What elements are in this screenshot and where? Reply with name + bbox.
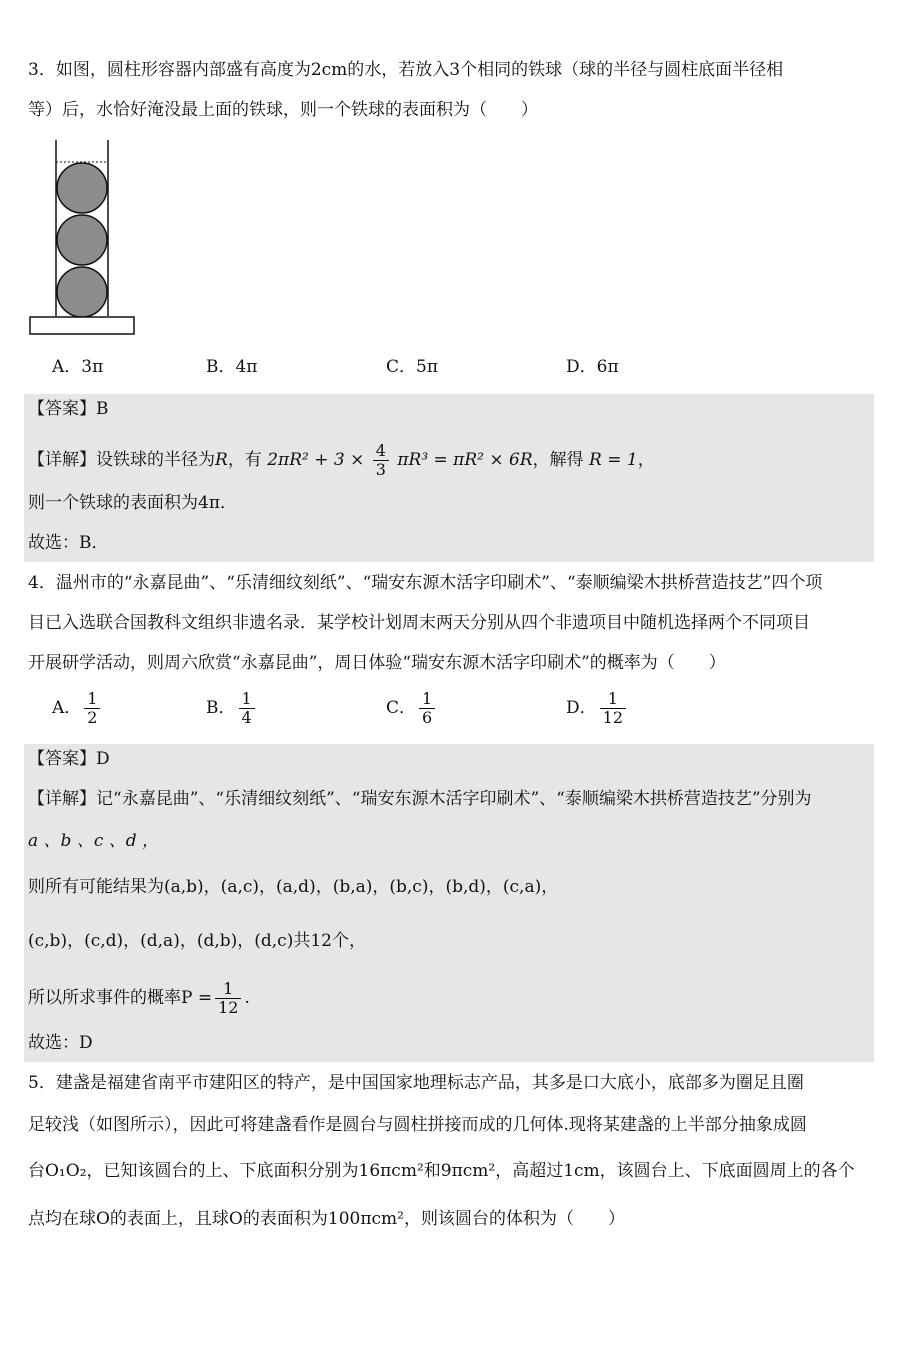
q4-prob-den: 12	[218, 998, 239, 1017]
q4-prob-num: 1	[215, 980, 241, 999]
q3-stem-line2: 等）后，水恰好淹没最上面的铁球，则一个铁球的表面积为（ ）	[28, 100, 538, 120]
q4-option-c	[386, 690, 438, 727]
q4-option-b-fraction	[239, 690, 255, 727]
cylinder-base	[30, 317, 134, 334]
q4-stem-line2: 目已入选联合国教科文组织非遗名录．某学校计划周末两天分别从四个非遗项目中随机选择两个不同项目	[28, 613, 810, 633]
q5-stem-line1: 5．建盏是福建省南平市建阳区的特产，是中国国家地理标志产品，其多是口大底小，底部多为圈足且圈	[28, 1073, 804, 1093]
q4-option-a-num: 1	[84, 690, 100, 709]
iron-ball-bottom	[57, 267, 107, 317]
q5-stem-line2: 足较浅（如图所示），因此可将建盏看作是圆台与圆柱拼接而成的几何体.现将某建盏的上半部分抽象成圆	[28, 1115, 807, 1135]
q3-equation-right: πR³ = πR² × 6R	[397, 450, 533, 470]
q4-option-c-num: 1	[419, 690, 435, 709]
q4-detail-line1: 【详解】记“永嘉昆曲”、“乐清细纹刻纸”、“瑞安东源木活字印刷术”、“泰顺编梁木拱桥营造技艺”分别为	[28, 789, 812, 809]
q4-option-d-label: D．	[566, 698, 597, 718]
q3-solve-value: R = 1	[589, 450, 638, 470]
q3-fraction-denominator: 3	[375, 460, 386, 479]
q4-option-a-label: A．	[52, 698, 82, 718]
q3-detail-end: ，	[637, 450, 655, 470]
q3-stem-line1: 3．如图，圆柱形容器内部盛有高度为2cm的水，若放入3个相同的铁球（球的半径与圆柱底面半径相	[28, 60, 784, 80]
iron-ball-top	[57, 163, 107, 213]
q3-detail-solve: ，解得	[532, 450, 584, 470]
q4-option-d-num: 1	[600, 690, 626, 709]
q4-option-d	[566, 690, 629, 727]
q5-stem-line4: 点均在球O的表面上，且球O的表面积为100πcm²，则该圆台的体积为（ ）	[28, 1209, 625, 1229]
iron-ball-middle	[57, 215, 107, 265]
q4-option-a-fraction	[84, 690, 100, 727]
q4-answer: 【答案】D	[28, 749, 110, 769]
q4-outcomes-line2: (c,b)，(c,d)，(d,a)，(d,b)，(d,c)共12个，	[28, 931, 366, 951]
q3-detail-radius: R	[215, 450, 228, 470]
q3-option-b: B．4π	[206, 357, 258, 377]
q4-choose: 故选：D	[28, 1033, 93, 1053]
q4-option-b-num: 1	[239, 690, 255, 709]
q3-area-result: 则一个铁球的表面积为4π．	[28, 493, 237, 513]
q3-detail-mid: ，有	[227, 450, 262, 470]
q3-choose: 故选：B．	[28, 533, 109, 553]
q4-prob-prefix: 所以所求事件的概率P =	[28, 988, 213, 1008]
q4-option-a-den: 2	[87, 708, 98, 727]
q4-option-b-label: B．	[206, 698, 236, 718]
q3-equation-left: 2πR² + 3 ×	[267, 450, 365, 470]
cylinder-balls-figure	[28, 140, 138, 340]
q3-option-d: D．6π	[566, 357, 619, 377]
q4-option-a	[52, 690, 103, 727]
q3-fraction-numerator: 4	[373, 442, 389, 461]
q4-stem-line1: 4．温州市的“永嘉昆曲”、“乐清细纹刻纸”、“瑞安东源木活字印刷术”、“泰顺编梁木拱桥营造技艺”四个项	[28, 573, 823, 593]
q4-prob-fraction	[215, 980, 241, 1017]
q4-option-c-den: 6	[422, 708, 433, 727]
q4-detail-line2: a 、b 、c 、d ，	[28, 831, 160, 851]
q3-equation-fraction	[373, 442, 389, 479]
q5-stem-line3: 台O₁O₂，已知该圆台的上、下底面积分别为16πcm²和9πcm²，高超过1cm，该圆台上、下底面圆周上的各个	[28, 1161, 855, 1181]
q3-answer: 【答案】B	[28, 399, 109, 419]
q4-option-d-fraction	[600, 690, 626, 727]
q4-prob-end: .	[244, 988, 250, 1008]
q4-option-c-fraction	[419, 690, 435, 727]
q4-probability-line	[28, 980, 250, 1017]
q4-outcomes-line1: 则所有可能结果为(a,b)，(a,c)，(a,d)，(b,a)，(b,c)，(b,d)，(c,a)，	[28, 877, 559, 897]
q3-detail-line	[28, 442, 655, 479]
q4-option-b-den: 4	[241, 708, 252, 727]
q4-option-d-den: 12	[602, 708, 623, 727]
q3-option-c: C．5π	[386, 357, 438, 377]
q4-option-b	[206, 690, 258, 727]
q4-stem-line3: 开展研学活动，则周六欣赏“永嘉昆曲”，周日体验“瑞安东源木活字印刷术”的概率为（ ）	[28, 653, 726, 673]
q4-option-c-label: C．	[386, 698, 417, 718]
q3-detail-prefix: 【详解】设铁球的半径为	[28, 450, 215, 470]
q3-option-a: A．3π	[52, 357, 104, 377]
